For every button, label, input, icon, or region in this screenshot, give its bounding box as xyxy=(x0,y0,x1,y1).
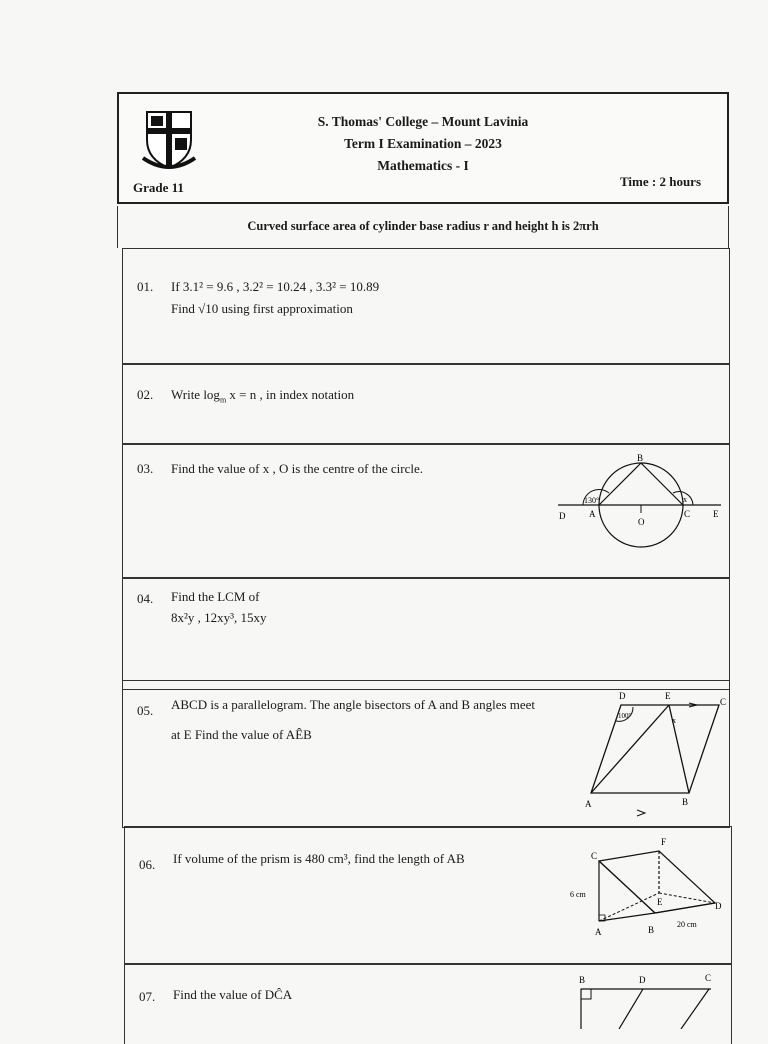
circle-diagram xyxy=(553,453,723,573)
prism-diagram xyxy=(565,833,733,943)
label-c: C xyxy=(705,973,712,983)
question-text-line2: 8x²y , 12xy³, 15xy xyxy=(171,610,267,625)
angle-label-e: x xyxy=(672,716,676,725)
question-6 xyxy=(124,826,732,964)
parallelogram-diagram xyxy=(581,685,729,827)
question-text: Find the value of x , O is the centre of the circle. xyxy=(171,461,423,476)
question-text: Find the LCM of xyxy=(171,589,260,604)
school-name: S. Thomas' College – Mount Lavinia xyxy=(317,114,529,129)
angle-label-d: 100° xyxy=(618,712,632,720)
question-7 xyxy=(124,964,732,1044)
question-text: ABCD is a parallelogram. The angle bisectors of A and B angles meet xyxy=(171,697,536,712)
label-d: D xyxy=(639,975,646,985)
label-b: B xyxy=(648,925,655,935)
question-text-line2: Find √10 using first approximation xyxy=(171,301,353,316)
label-f: F xyxy=(661,837,667,847)
height-label: 6 cm xyxy=(570,890,586,899)
label-o: O xyxy=(638,517,645,527)
exam-title: Term I Examination – 2023 xyxy=(344,136,502,151)
question-1 xyxy=(122,248,730,364)
triangle-diagram xyxy=(571,969,721,1029)
label-a: A xyxy=(585,799,592,809)
label-c: C xyxy=(684,509,691,519)
label-e: E xyxy=(657,897,663,907)
label-b: B xyxy=(637,453,644,463)
length-label: 20 cm xyxy=(677,920,697,929)
subject-title: Mathematics - I xyxy=(377,158,469,173)
question-number: 01. xyxy=(137,279,154,294)
angle-label-x: x xyxy=(683,495,687,504)
label-a: A xyxy=(595,927,602,937)
label-b: B xyxy=(682,797,689,807)
question-4 xyxy=(122,578,730,690)
time-label: Time : 2 hours xyxy=(619,174,701,189)
question-text: If 3.1² = 9.6 , 3.2² = 10.24 , 3.3² = 10.89 xyxy=(171,279,380,294)
question-number: 04. xyxy=(137,591,154,606)
label-e: E xyxy=(665,691,671,701)
label-b: B xyxy=(579,975,586,985)
question-number: 06. xyxy=(139,857,156,872)
question-text: Write $\log_m x = n$ , in index notation xyxy=(171,387,355,405)
question-2 xyxy=(122,364,730,444)
label-d: D xyxy=(715,901,722,911)
grade-label: Grade 11 xyxy=(133,180,184,195)
label-e: E xyxy=(713,509,719,519)
label-c: C xyxy=(591,851,598,861)
question-text-line2: at E Find the value of AÊB xyxy=(171,727,312,742)
question-text: If volume of the prism is 480 cm³, find the length of AB xyxy=(173,851,465,866)
angle-label-a: 130° xyxy=(584,496,600,505)
label-d: D xyxy=(619,691,626,701)
question-3 xyxy=(122,444,730,578)
label-a: A xyxy=(589,509,596,519)
question-text: Find the value of DĈA xyxy=(173,987,293,1002)
formula-text: Curved surface area of cylinder base radius r and height h is 2πrh xyxy=(247,219,599,233)
question-5 xyxy=(122,680,730,828)
question-number: 05. xyxy=(137,703,154,718)
exam-header xyxy=(117,92,729,204)
formula-note xyxy=(117,206,729,248)
label-d: D xyxy=(559,511,566,521)
label-c: C xyxy=(720,697,727,707)
question-number: 03. xyxy=(137,461,154,476)
question-number: 02. xyxy=(137,387,154,402)
question-number: 07. xyxy=(139,989,156,1004)
